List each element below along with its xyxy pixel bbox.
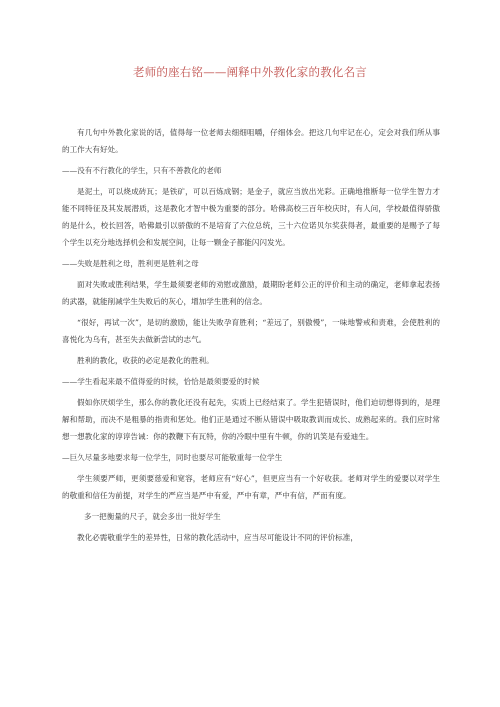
paragraph-intro: 有几句中外教化家说的话，值得每一位老师去细细咀嚼，仔细体会。把这几句牢记在心，定会对我们所从事的工作大有好处。 (62, 128, 440, 154)
paragraph-7: 教化必需敬重学生的差异性，日常的教化活动中，应当尽可能设计不同的评价标准， (77, 533, 358, 542)
paragraph-2: 面对失败或胜利结果，学生最须要老师的劝慰或激励，最期盼老师公正的评价和主动的确定，老师拿起表扬的武器，就能削减学生失败后的灰心，增加学生胜利的信念。 (62, 280, 440, 306)
section-heading-3: ——学生看起来最不值得爱的时候，恰恰是最须要爱的时候 (62, 377, 260, 386)
section-heading-2: ——失败是胜利之母，胜利更是胜利之母 (62, 259, 199, 268)
section-heading-4: —巨久尽量多地要求每一位学生，同时也要尽可能敬重每一位学生 (62, 453, 283, 462)
paragraph-6: 学生须要严师，更须要慈爱和宽容，老师应有“好心”，但更应当有一个好收获。老师对学生的爱要以对学生的敬重和信任为前提，对学生的严应当是严中有爱，严中有章，严中有信，严而有度。 (62, 474, 440, 500)
section-heading-1: ——没有不行教化的学生，只有不善教化的老师 (62, 166, 222, 175)
paragraph-3: “很好，再试一次”，是切的激励，能让失败孕育胜利；“差远了，别傲慢”，一味地警戒和责难，会使胜利的喜悦化为乌有，甚至失去做新尝试的志气。 (62, 318, 440, 344)
paragraph-4: 胜利的教化，收获的必定是教化的胜利。 (77, 356, 214, 365)
section-heading-5: 多一把衡量的尺子，就会多出一批好学生 (84, 512, 221, 521)
paragraph-1: 是泥土，可以烧成砖瓦；是铁矿，可以百炼成钢；是金子，就应当放出光彩。正确地推断每一位学生智力才能不同特征及其发展潜质，这是教化才智中极为重要的部分。哈佛高校三百年校庆时，有人问，学校最值得骄傲的是什么，校长回答，哈佛最引以骄傲的不是培育了六位总统，三十六位诺贝尔奖获得者，最重要的是赐予了每个学生以充分地选择机会和发展空间，让每一颗金子都能闪闪发光。 (62, 187, 440, 247)
document-body (62, 124, 440, 546)
document-title: 老师的座右铭——阐释中外教化家的教化名言 (133, 65, 367, 79)
paragraph-5: 假如你厌烦学生，那么你的教化还没有起先，实质上已经结束了。学生犯错误时，他们迫切想得到的，是理解和帮助，而决不是粗暴的指责和惩处。他们正是通过不断从错误中吸取教训而成长、成熟起来的。我们应时常想一想教化家的谆谆告诫：你的教鞭下有瓦特，你的冷眼中里有牛顿，你的讥笑是有爱迪生。 (62, 398, 440, 441)
